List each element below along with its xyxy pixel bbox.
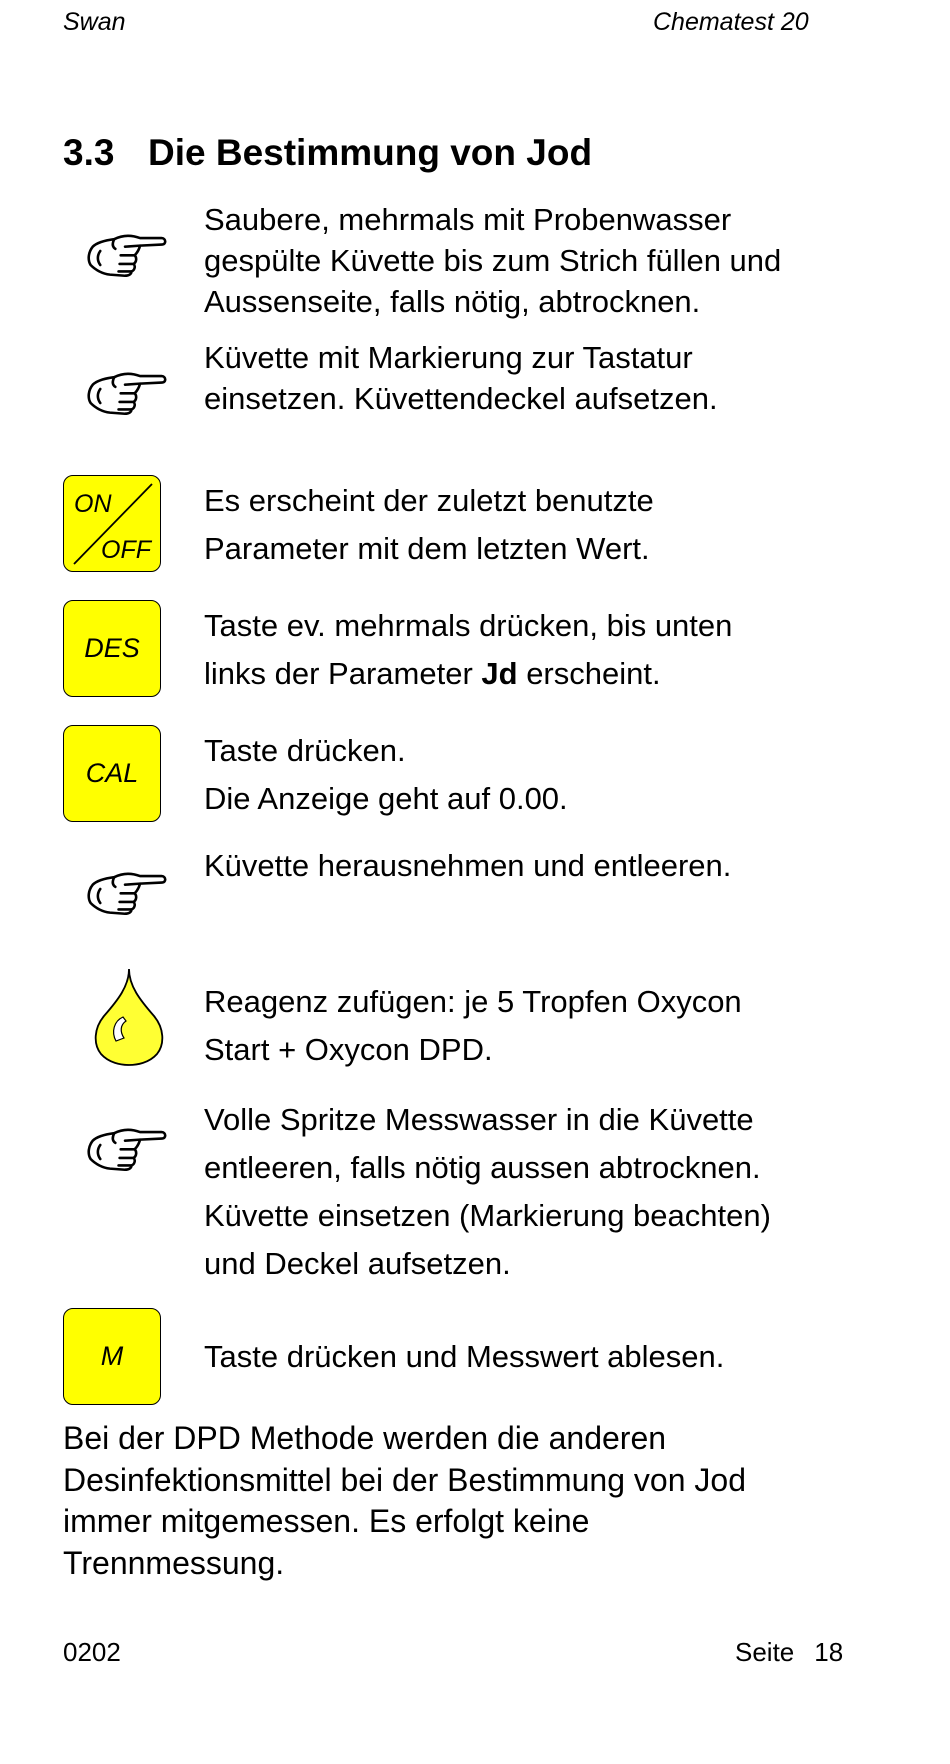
step-4-line: Taste ev. mehrmals drücken, bis unten — [204, 608, 733, 643]
section-title-text: Die Bestimmung von Jod — [148, 132, 593, 173]
section-number: 3.3 — [63, 132, 115, 173]
step-5-text — [204, 727, 568, 823]
step-7-line: Start + Oxycon DPD. — [204, 1032, 493, 1067]
off-label: OFF — [101, 536, 151, 564]
on-label: ON — [74, 490, 112, 518]
step-7-text — [204, 978, 742, 1074]
step-1-line: Saubere, mehrmals mit Probenwasser — [204, 202, 732, 237]
step-8-line: Volle Spritze Messwasser in die Küvette — [204, 1102, 754, 1137]
on-off-key[interactable] — [63, 475, 161, 572]
step-3-line: Parameter mit dem letzten Wert. — [204, 531, 650, 566]
footer-doc-code: 0202 — [63, 1637, 121, 1667]
footer-page — [735, 1637, 843, 1668]
step-6-text — [204, 845, 731, 886]
parameter-jd: Jd — [481, 656, 518, 691]
step-8-line: entleeren, falls nötig aussen abtrocknen. — [204, 1150, 761, 1185]
step-2-line: einsetzen. Küvettendeckel aufsetzen. — [204, 381, 718, 416]
step-5-line: Die Anzeige geht auf 0.00. — [204, 781, 568, 816]
step-1-line: Aussenseite, falls nötig, abtrocknen. — [204, 284, 701, 319]
step-4-line — [204, 650, 732, 698]
m-key[interactable] — [63, 1308, 161, 1405]
cal-key-label: CAL — [85, 758, 139, 788]
m-key-label: M — [100, 1341, 124, 1371]
step-4-text — [204, 602, 732, 698]
step-3-text — [204, 477, 654, 573]
step-9-line: Taste drücken und Messwert ablesen. — [204, 1339, 725, 1374]
cal-key[interactable] — [63, 725, 161, 822]
step-8-line: und Deckel aufsetzen. — [204, 1246, 511, 1281]
dpd-method-note — [63, 1418, 863, 1584]
pointing-hand-icon — [82, 1118, 168, 1172]
step-8-line: Küvette einsetzen (Markierung beachten) — [204, 1198, 771, 1233]
page-label: Seite — [735, 1637, 795, 1667]
header-product: Chematest 20 — [653, 8, 809, 36]
step-3-line: Es erscheint der zuletzt benutzte — [204, 483, 654, 518]
step-5-line: Taste drücken. — [204, 733, 406, 768]
step-2-line: Küvette mit Markierung zur Tastatur — [204, 340, 693, 375]
header-manufacturer: Swan — [63, 8, 126, 36]
pointing-hand-icon — [82, 362, 168, 416]
step-1-line: gespülte Küvette bis zum Strich füllen und — [204, 243, 782, 278]
note-line: immer mitgemessen. Es erfolgt keine — [63, 1503, 590, 1539]
step-8-text — [204, 1096, 771, 1288]
step-4-line-pre: links der Parameter — [204, 656, 482, 691]
step-9-text — [204, 1336, 724, 1377]
page-number: 18 — [814, 1637, 844, 1667]
des-key-label: DES — [84, 633, 140, 663]
step-2-text — [204, 337, 718, 419]
reagent-drop-icon — [90, 966, 168, 1066]
pointing-hand-icon — [82, 862, 168, 916]
step-7-line: Reagenz zufügen: je 5 Tropfen Oxycon — [204, 984, 742, 1019]
note-line: Trennmessung. — [63, 1544, 285, 1581]
step-6-line: Küvette herausnehmen und entleeren. — [204, 848, 732, 883]
step-4-line-post: erscheint. — [517, 656, 661, 691]
step-1-text — [204, 199, 781, 322]
note-line: Desinfektionsmittel bei der Bestimmung von Jod — [63, 1461, 746, 1498]
section-title — [63, 132, 592, 174]
pointing-hand-icon — [82, 224, 168, 278]
note-line: Bei der DPD Methode werden die anderen — [63, 1420, 667, 1456]
des-key[interactable] — [63, 600, 161, 697]
